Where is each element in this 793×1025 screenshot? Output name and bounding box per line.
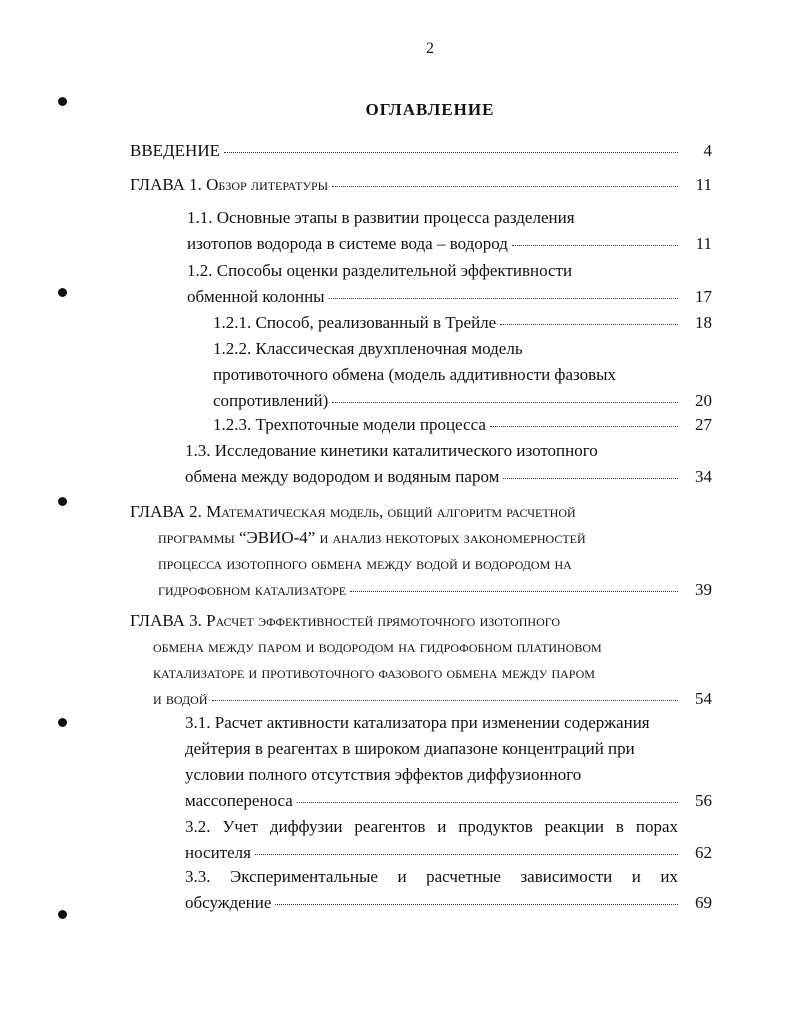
entry-line: носителя	[185, 843, 251, 862]
entry-line: 3.1. Расчет активности катализатора при изменении содержания	[185, 713, 650, 732]
entry-line: дейтерия в реагентах в широком диапазоне концентраций при	[185, 739, 635, 758]
entry-line: массопереноса	[185, 791, 293, 810]
page-ref: 18	[695, 313, 712, 332]
page-ref: 34	[695, 467, 712, 486]
entry-line: катализаторе и противоточного фазового обмена между паром	[153, 663, 595, 682]
page-ref: 54	[695, 689, 712, 708]
entry-title: ВВЕДЕНИЕ	[130, 141, 220, 160]
entry-line: обсуждение	[185, 893, 272, 912]
page-ref: 11	[695, 234, 712, 253]
dot-leader	[500, 324, 678, 325]
hole-mark	[58, 497, 67, 506]
hole-mark	[58, 718, 67, 727]
entry-line: 1.3. Исследование кинетики каталитического изотопного	[185, 441, 598, 460]
entry-line: обмена между паром и водородом на гидрофобном платиновом	[153, 637, 602, 656]
dot-leader	[490, 426, 678, 427]
page-ref: 4	[703, 141, 712, 160]
dot-leader	[350, 591, 678, 592]
page-ref: 20	[695, 391, 712, 410]
entry-line: сопротивлений)	[213, 391, 329, 410]
entry-line: программы “ЭВИО-4” и анализ некоторых закономерностей	[158, 528, 586, 547]
entry-line: и водой	[153, 689, 208, 708]
entry-line: 1.2.2. Классическая двухпленочная модель	[213, 339, 523, 358]
dot-leader	[512, 245, 678, 246]
entry-line: процесса изотопного обмена между водой и водородом на	[158, 554, 572, 573]
dot-leader	[503, 478, 678, 479]
page-ref: 27	[695, 415, 712, 434]
dot-leader	[212, 700, 678, 701]
entry-line: 3.3. Экспериментальные и расчетные зависимости и их	[185, 867, 678, 886]
page-ref: 56	[695, 791, 712, 810]
entry-line: 3.2. Учет диффузии реагентов и продуктов реакции в порах	[185, 817, 678, 836]
entry-line: 1.2.1. Способ, реализованный в Трейле	[213, 313, 497, 332]
entry-line: противоточного обмена (модель аддитивности фазовых	[213, 365, 617, 384]
entry-line: обменной колонны	[187, 287, 325, 306]
dot-leader	[275, 904, 678, 905]
entry-line: условии полного отсутствия эффектов диффузионного	[185, 765, 582, 784]
page-number: 2	[426, 40, 434, 57]
chapter-title: Обзор литературы	[206, 175, 329, 194]
entry-line: обмена между водородом и водяным паром	[185, 467, 500, 486]
entry-line: 1.1. Основные этапы в развитии процесса разделения	[187, 208, 575, 227]
entry-line: Расчет эффективностей прямоточного изотопного	[206, 611, 561, 630]
hole-mark	[58, 97, 67, 106]
entry-line: 1.2. Способы оценки разделительной эффективности	[187, 261, 573, 280]
chapter-label: ГЛАВА 2.	[130, 502, 202, 521]
dot-leader	[224, 152, 678, 153]
entry-line: гидрофобном катализаторе	[158, 580, 347, 599]
page-ref: 11	[695, 175, 712, 194]
page-ref: 17	[695, 287, 712, 306]
page-ref: 39	[695, 580, 712, 599]
page-ref: 62	[695, 843, 712, 862]
chapter-label: ГЛАВА 3.	[130, 611, 202, 630]
dot-leader	[332, 186, 678, 187]
dot-leader	[297, 802, 678, 803]
dot-leader	[329, 298, 678, 299]
entry-line: изотопов водорода в системе вода – водород	[187, 234, 508, 253]
dot-leader	[332, 402, 678, 403]
page-ref: 69	[695, 893, 712, 912]
entry-line: 1.2.3. Трехпоточные модели процесса	[213, 415, 486, 434]
dot-leader	[255, 854, 678, 855]
chapter-label: ГЛАВА 1.	[130, 175, 202, 194]
hole-mark	[58, 288, 67, 297]
entry-line: Математическая модель, общий алгоритм расчетной	[206, 502, 576, 521]
hole-mark	[58, 910, 67, 919]
toc-title: ОГЛАВЛЕНИЕ	[365, 100, 495, 119]
